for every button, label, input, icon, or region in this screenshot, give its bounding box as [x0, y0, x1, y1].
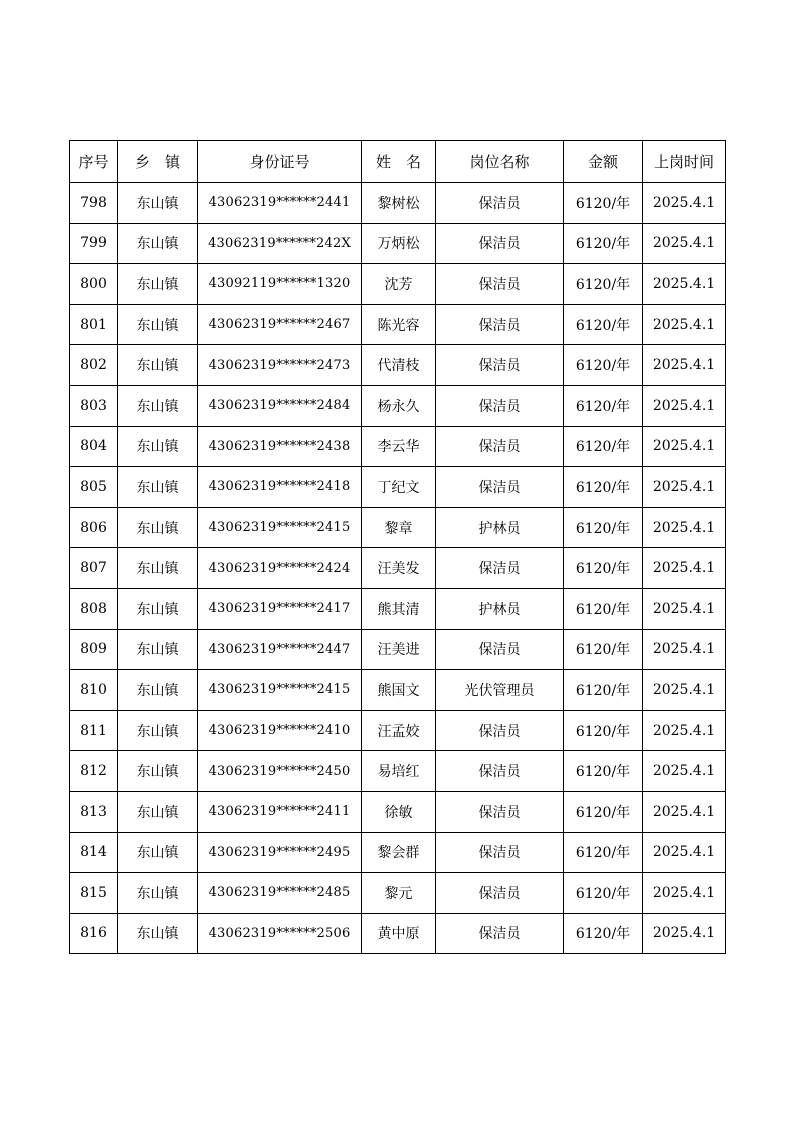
cell-serial-number: 810	[70, 670, 118, 711]
cell-township: 东山镇	[118, 629, 198, 670]
cell-id-number: 43062319******2467	[198, 304, 362, 345]
cell-position: 保洁员	[436, 345, 564, 386]
table-row	[70, 913, 726, 954]
cell-name: 沈芳	[362, 264, 436, 305]
cell-amount: 6120/年	[564, 183, 643, 224]
table-row	[70, 223, 726, 264]
cell-id-number: 43062319******2450	[198, 751, 362, 792]
cell-name: 陈光容	[362, 304, 436, 345]
cell-start-date: 2025.4.1	[643, 304, 726, 345]
cell-name: 徐敏	[362, 791, 436, 832]
cell-id-number: 43062319******2506	[198, 913, 362, 954]
cell-serial-number: 813	[70, 791, 118, 832]
cell-amount: 6120/年	[564, 467, 643, 508]
cell-amount: 6120/年	[564, 426, 643, 467]
cell-amount: 6120/年	[564, 629, 643, 670]
cell-serial-number: 803	[70, 385, 118, 426]
cell-start-date: 2025.4.1	[643, 629, 726, 670]
cell-name: 汪美进	[362, 629, 436, 670]
cell-position: 护林员	[436, 507, 564, 548]
cell-position: 保洁员	[436, 710, 564, 751]
table-row	[70, 507, 726, 548]
cell-name: 熊国文	[362, 670, 436, 711]
cell-position: 保洁员	[436, 183, 564, 224]
cell-name: 黄中原	[362, 913, 436, 954]
cell-serial-number: 808	[70, 588, 118, 629]
cell-position: 保洁员	[436, 629, 564, 670]
cell-id-number: 43062319******2415	[198, 670, 362, 711]
table-row	[70, 183, 726, 224]
cell-township: 东山镇	[118, 832, 198, 873]
cell-start-date: 2025.4.1	[643, 710, 726, 751]
cell-serial-number: 805	[70, 467, 118, 508]
table-row	[70, 832, 726, 873]
cell-serial-number: 809	[70, 629, 118, 670]
cell-start-date: 2025.4.1	[643, 426, 726, 467]
table-row	[70, 629, 726, 670]
cell-amount: 6120/年	[564, 507, 643, 548]
table-row	[70, 791, 726, 832]
cell-position: 保洁员	[436, 873, 564, 914]
header-row	[70, 141, 726, 183]
table-row	[70, 467, 726, 508]
cell-serial-number: 799	[70, 223, 118, 264]
cell-serial-number: 807	[70, 548, 118, 589]
cell-id-number: 43062319******2411	[198, 791, 362, 832]
cell-township: 东山镇	[118, 913, 198, 954]
cell-id-number: 43062319******2447	[198, 629, 362, 670]
header-amount: 金额	[564, 141, 643, 183]
table-row	[70, 873, 726, 914]
header-township: 乡 镇	[118, 141, 198, 183]
personnel-table	[69, 140, 726, 954]
cell-name: 黎树松	[362, 183, 436, 224]
cell-position: 保洁员	[436, 264, 564, 305]
cell-start-date: 2025.4.1	[643, 467, 726, 508]
cell-start-date: 2025.4.1	[643, 507, 726, 548]
cell-id-number: 43062319******2438	[198, 426, 362, 467]
cell-name: 汪孟姣	[362, 710, 436, 751]
cell-id-number: 43062319******2410	[198, 710, 362, 751]
cell-name: 李云华	[362, 426, 436, 467]
cell-name: 杨永久	[362, 385, 436, 426]
table-header	[70, 141, 726, 183]
cell-id-number: 43062319******2415	[198, 507, 362, 548]
cell-start-date: 2025.4.1	[643, 183, 726, 224]
cell-serial-number: 802	[70, 345, 118, 386]
header-start-date: 上岗时间	[643, 141, 726, 183]
cell-id-number: 43062319******2473	[198, 345, 362, 386]
cell-township: 东山镇	[118, 223, 198, 264]
table-row	[70, 588, 726, 629]
cell-township: 东山镇	[118, 507, 198, 548]
table-row	[70, 304, 726, 345]
cell-id-number: 43062319******242X	[198, 223, 362, 264]
cell-serial-number: 804	[70, 426, 118, 467]
cell-township: 东山镇	[118, 710, 198, 751]
cell-township: 东山镇	[118, 751, 198, 792]
cell-amount: 6120/年	[564, 385, 643, 426]
cell-township: 东山镇	[118, 588, 198, 629]
cell-start-date: 2025.4.1	[643, 913, 726, 954]
cell-township: 东山镇	[118, 873, 198, 914]
cell-position: 保洁员	[436, 791, 564, 832]
cell-township: 东山镇	[118, 791, 198, 832]
cell-start-date: 2025.4.1	[643, 751, 726, 792]
cell-township: 东山镇	[118, 304, 198, 345]
cell-serial-number: 800	[70, 264, 118, 305]
cell-position: 保洁员	[436, 426, 564, 467]
cell-amount: 6120/年	[564, 791, 643, 832]
cell-amount: 6120/年	[564, 710, 643, 751]
cell-name: 代清枝	[362, 345, 436, 386]
cell-position: 保洁员	[436, 385, 564, 426]
cell-position: 保洁员	[436, 751, 564, 792]
cell-township: 东山镇	[118, 264, 198, 305]
cell-township: 东山镇	[118, 345, 198, 386]
header-id-number: 身份证号	[198, 141, 362, 183]
cell-id-number: 43062319******2495	[198, 832, 362, 873]
cell-amount: 6120/年	[564, 913, 643, 954]
cell-township: 东山镇	[118, 426, 198, 467]
cell-serial-number: 798	[70, 183, 118, 224]
cell-position: 保洁员	[436, 832, 564, 873]
table-body	[70, 183, 726, 954]
cell-id-number: 43062319******2418	[198, 467, 362, 508]
cell-start-date: 2025.4.1	[643, 791, 726, 832]
cell-township: 东山镇	[118, 670, 198, 711]
cell-serial-number: 816	[70, 913, 118, 954]
cell-township: 东山镇	[118, 548, 198, 589]
cell-amount: 6120/年	[564, 548, 643, 589]
cell-start-date: 2025.4.1	[643, 385, 726, 426]
cell-amount: 6120/年	[564, 588, 643, 629]
cell-id-number: 43062319******2417	[198, 588, 362, 629]
table-row	[70, 264, 726, 305]
cell-amount: 6120/年	[564, 873, 643, 914]
cell-township: 东山镇	[118, 467, 198, 508]
table-row	[70, 751, 726, 792]
cell-amount: 6120/年	[564, 832, 643, 873]
cell-position: 保洁员	[436, 913, 564, 954]
cell-township: 东山镇	[118, 385, 198, 426]
cell-position: 保洁员	[436, 304, 564, 345]
cell-id-number: 43062319******2424	[198, 548, 362, 589]
cell-start-date: 2025.4.1	[643, 548, 726, 589]
cell-start-date: 2025.4.1	[643, 832, 726, 873]
cell-name: 万炳松	[362, 223, 436, 264]
cell-amount: 6120/年	[564, 264, 643, 305]
cell-id-number: 43062319******2485	[198, 873, 362, 914]
table-row	[70, 345, 726, 386]
cell-start-date: 2025.4.1	[643, 873, 726, 914]
table-row	[70, 385, 726, 426]
cell-position: 保洁员	[436, 223, 564, 264]
cell-serial-number: 811	[70, 710, 118, 751]
cell-position: 保洁员	[436, 548, 564, 589]
cell-position: 保洁员	[436, 467, 564, 508]
cell-start-date: 2025.4.1	[643, 345, 726, 386]
cell-id-number: 43092119******1320	[198, 264, 362, 305]
cell-serial-number: 815	[70, 873, 118, 914]
cell-id-number: 43062319******2484	[198, 385, 362, 426]
header-name: 姓 名	[362, 141, 436, 183]
cell-position: 光伏管理员	[436, 670, 564, 711]
cell-serial-number: 814	[70, 832, 118, 873]
cell-name: 黎章	[362, 507, 436, 548]
table-row	[70, 426, 726, 467]
table-row	[70, 710, 726, 751]
cell-position: 护林员	[436, 588, 564, 629]
cell-name: 熊其清	[362, 588, 436, 629]
cell-amount: 6120/年	[564, 223, 643, 264]
cell-name: 易培红	[362, 751, 436, 792]
cell-name: 丁纪文	[362, 467, 436, 508]
header-position: 岗位名称	[436, 141, 564, 183]
header-serial-number: 序号	[70, 141, 118, 183]
cell-name: 黎会群	[362, 832, 436, 873]
table-row	[70, 548, 726, 589]
cell-amount: 6120/年	[564, 751, 643, 792]
cell-serial-number: 801	[70, 304, 118, 345]
cell-serial-number: 812	[70, 751, 118, 792]
cell-amount: 6120/年	[564, 345, 643, 386]
cell-name: 汪美发	[362, 548, 436, 589]
table-row	[70, 670, 726, 711]
cell-name: 黎元	[362, 873, 436, 914]
cell-start-date: 2025.4.1	[643, 264, 726, 305]
cell-start-date: 2025.4.1	[643, 670, 726, 711]
cell-id-number: 43062319******2441	[198, 183, 362, 224]
cell-start-date: 2025.4.1	[643, 223, 726, 264]
cell-township: 东山镇	[118, 183, 198, 224]
cell-amount: 6120/年	[564, 670, 643, 711]
cell-amount: 6120/年	[564, 304, 643, 345]
cell-start-date: 2025.4.1	[643, 588, 726, 629]
cell-serial-number: 806	[70, 507, 118, 548]
